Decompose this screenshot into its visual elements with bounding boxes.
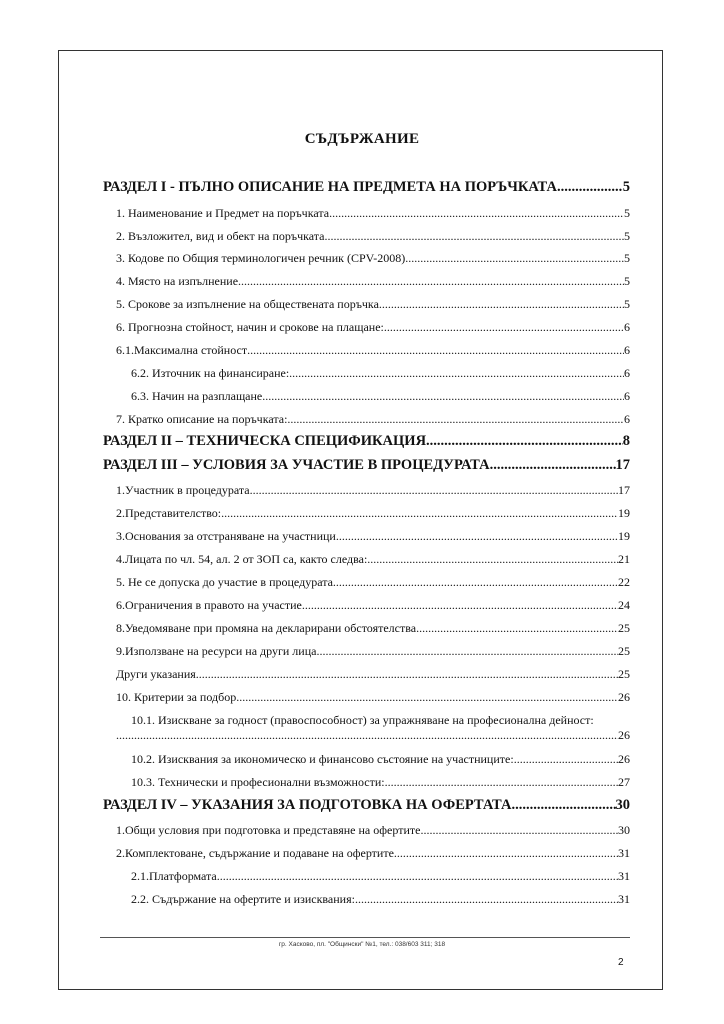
toc-section-1[interactable]: РАЗДЕЛ I - ПЪЛНО ОПИСАНИЕ НА ПРЕДМЕТА НА ПОРЪЧКАТА ..... 5 (103, 179, 630, 196)
toc-entry[interactable]: 5. Срокове за изпълнение на обществената поръчка ..... 5 (116, 297, 630, 312)
toc-entry[interactable]: Други указания ..... 25 (116, 667, 630, 682)
footer-address: гр. Хасково, пл. "Общински" №1, тел.: 038/603 311; 318 (278, 941, 446, 948)
toc-entry[interactable]: 4.Лицата по чл. 54, ал. 2 от ЗОП са, както следва: ..... 21 (116, 552, 630, 567)
toc-section-3[interactable]: РАЗДЕЛ III – УСЛОВИЯ ЗА УЧАСТИЕ В ПРОЦЕДУРАТА ..... 17 (103, 457, 630, 474)
toc-title: СЪДЪРЖАНИЕ (304, 131, 420, 147)
toc-entry[interactable]: 6.Ограничения в правото на участие ..... 24 (116, 598, 630, 613)
toc-entry[interactable]: 6. Прогнозна стойност, начин и срокове на плащане: ..... 6 (116, 320, 630, 335)
toc-entry[interactable]: 10. Критерии за подбор ..... 26 (116, 690, 630, 705)
toc-entry[interactable]: 1. Наименование и Предмет на поръчката ..... 5 (116, 206, 630, 221)
toc-entry[interactable]: 5. Не се допуска до участие в процедурата ..... 22 (116, 575, 630, 590)
toc-entry-wrapped[interactable]: 10.1. Изискване за годност (правоспособност) за упражняване на професионална дейност: (131, 713, 594, 727)
toc-entry[interactable]: 2.Представителство: ..... 19 (116, 506, 630, 521)
page-number: 2 (618, 957, 624, 968)
toc-entry[interactable]: 6.3. Начин на разплащане ..... 6 (131, 389, 630, 404)
toc-entry[interactable]: 8.Уведомяване при промяна на декларирани обстоятелства ..... 25 (116, 621, 630, 636)
toc-entry[interactable]: 4. Място на изпълнение ..... 5 (116, 274, 630, 289)
toc-entry[interactable]: 2.Комплектоване, съдържание и подаване на офертите ..... 31 (116, 846, 630, 861)
toc-section-4[interactable]: РАЗДЕЛ IV – УКАЗАНИЯ ЗА ПОДГОТОВКА НА ОФЕРТАТА ..... 30 (103, 797, 630, 814)
toc-entry[interactable]: 2.2. Съдържание на офертите и изисквания: ..... 31 (131, 892, 630, 907)
toc-entry[interactable]: 2.1.Платформата ..... 31 (131, 869, 630, 884)
toc-entry[interactable]: 6.2. Източник на финансиране: ..... 6 (131, 366, 630, 381)
toc-entry[interactable]: 7. Кратко описание на поръчката: ..... 6 (116, 412, 630, 427)
toc-entry[interactable]: 3. Кодове по Общия терминологичен речник (CPV-2008) ..... 5 (116, 251, 630, 266)
toc-entry[interactable]: 2. Възложител, вид и обект на поръчката ..... 5 (116, 229, 630, 244)
toc-entry[interactable]: 10.3. Технически и професионални възможности: ..... 27 (131, 775, 630, 790)
toc-entry[interactable]: 6.1.Максимална стойност ..... 6 (116, 343, 630, 358)
toc-entry-leader: ..... 26 (116, 728, 630, 743)
toc-entry[interactable]: 1.Участник в процедурата ..... 17 (116, 483, 630, 498)
toc-entry[interactable]: 1.Общи условия при подготовка и представяне на офертите ..... 30 (116, 823, 630, 838)
footer-divider (100, 937, 630, 938)
toc-entry[interactable]: 9.Използване на ресурси на други лица ..... 25 (116, 644, 630, 659)
toc-section-2[interactable]: РАЗДЕЛ II – ТЕХНИЧЕСКА СПЕЦИФИКАЦИЯ ..... 8 (103, 433, 630, 450)
toc-entry[interactable]: 10.2. Изисквания за икономическо и финансово състояние на участниците: ..... 26 (131, 752, 630, 767)
toc-entry[interactable]: 3.Основания за отстраняване на участници ..... 19 (116, 529, 630, 544)
